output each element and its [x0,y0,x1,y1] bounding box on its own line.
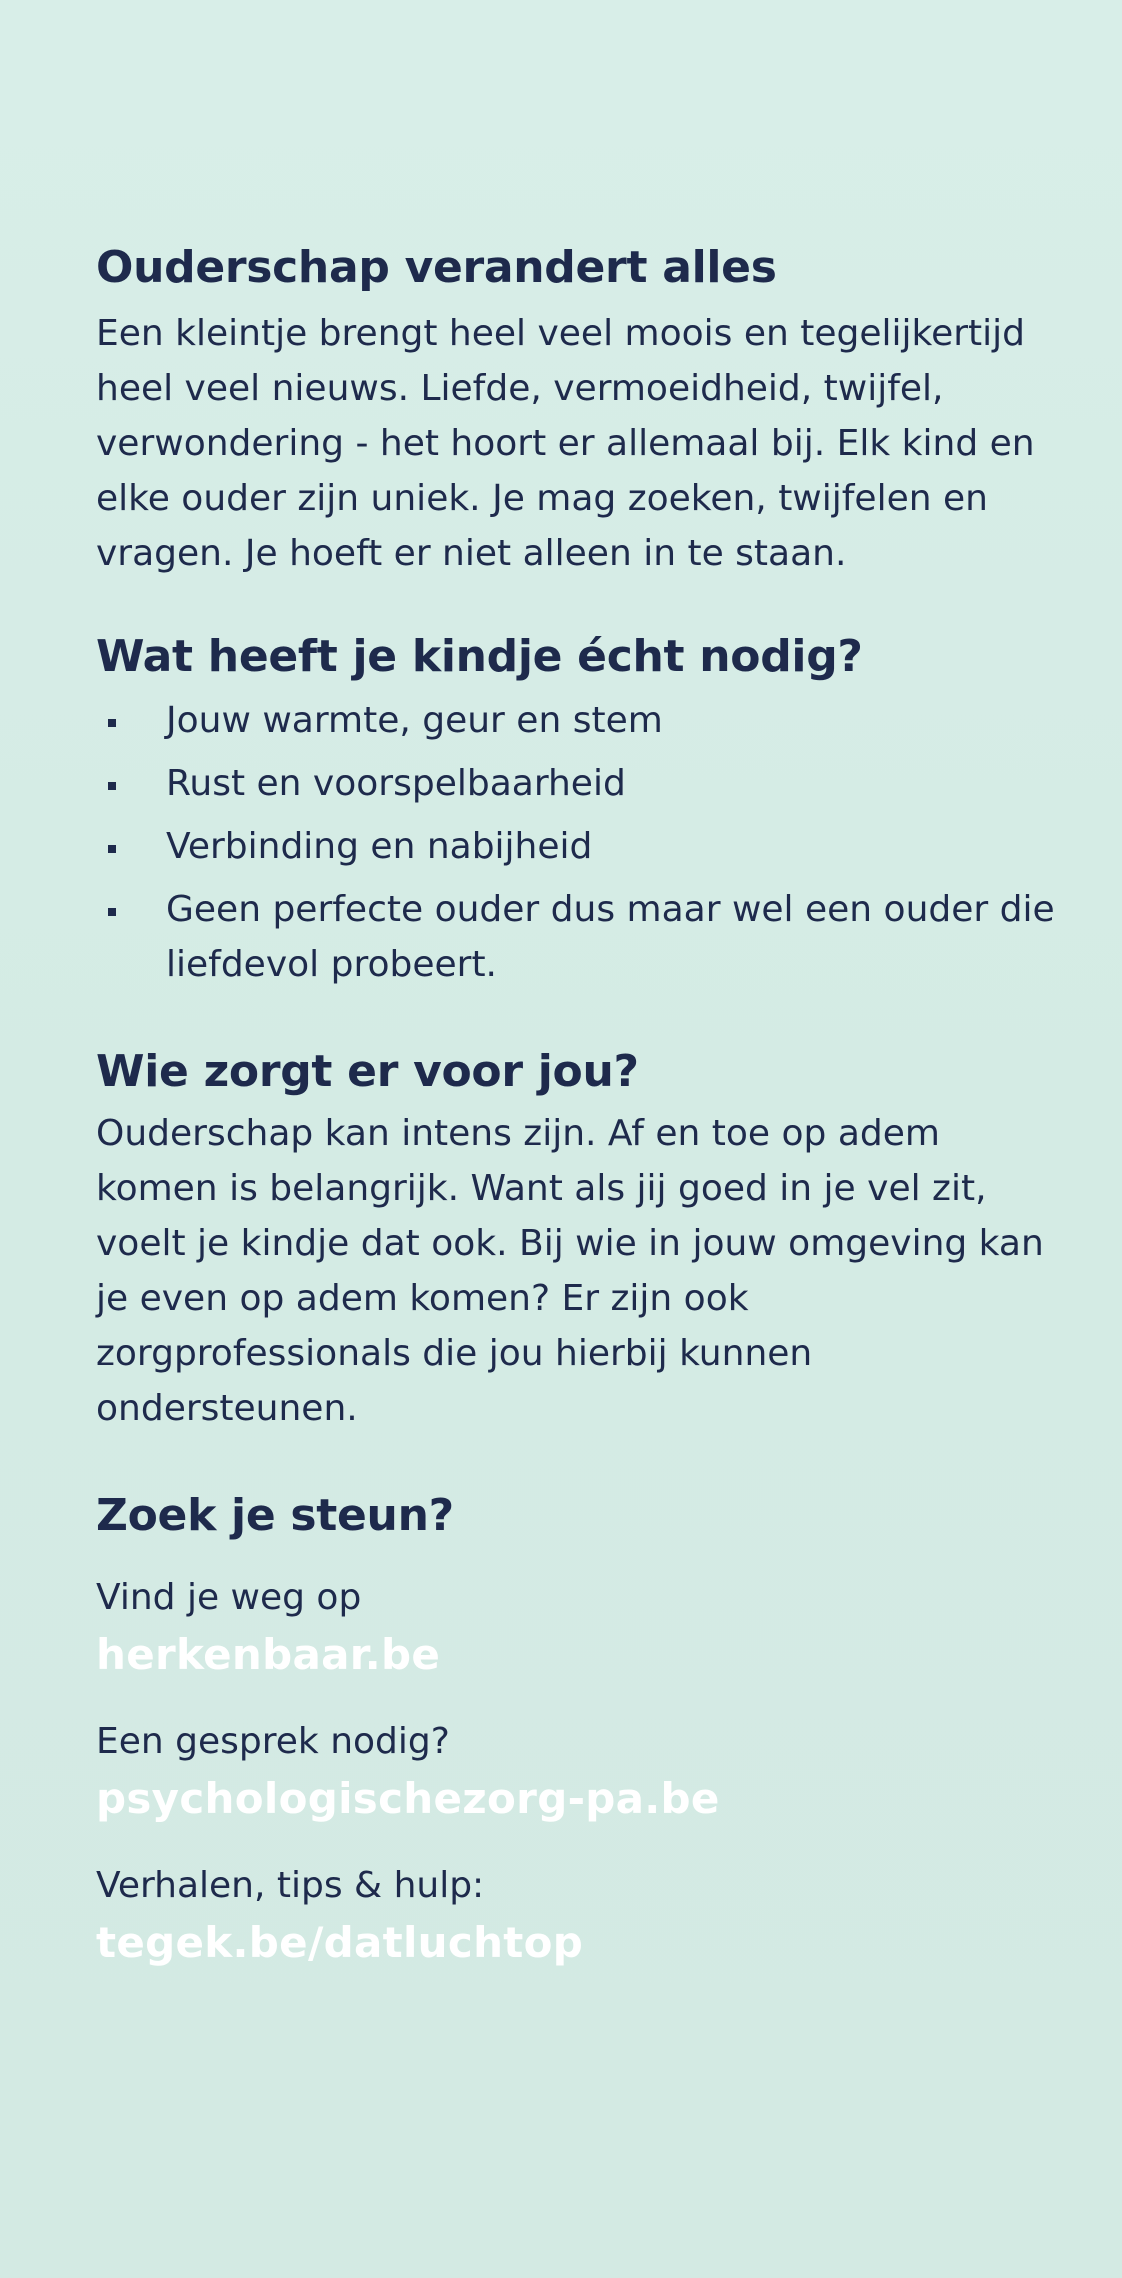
list-item-text: Verbinding en nabijheid [166,826,593,867]
support-label-tegek: Verhalen, tips & hulp: [96,1865,485,1906]
bullet-square-icon [108,782,116,790]
list-item-text: Geen perfecte ouder dus maar wel een ouder die liefdevol probeert. [166,889,1055,985]
link-tegek[interactable]: tegek.be/datluchtop [96,1918,584,1967]
support-label-psychologische-zorg: Een gesprek nodig? [96,1721,450,1762]
section-parenthood [96,240,1056,581]
section-child-needs [96,629,1056,992]
list-item [96,756,1056,811]
list-item-text: Jouw warmte, geur en stem [166,700,663,741]
text-self-care: Ouderschap kan intens zijn. Af en toe op adem komen is belangrijk. Want als jij goed in je vel zit, voelt je kindje dat ook. Bij wie in jouw omgeving kan je even op adem komen? Er zijn ook zorgprofessionals die jou hierbij kunnen ondersteunen. [96,1113,1044,1429]
needs-list [96,693,1056,992]
bullet-square-icon [108,908,116,916]
heading-self-care: Wie zorgt er voor jou? [96,1046,639,1097]
bullet-square-icon [108,845,116,853]
list-item-text: Rust en voorspelbaarheid [166,763,626,804]
list-item [96,819,1056,874]
section-support [96,1488,1056,1970]
heading-child-needs: Wat heeft je kindje écht nodig? [96,631,863,682]
heading-parenthood: Ouderschap verandert alles [96,242,777,293]
list-item [96,882,1056,992]
flyer-content [96,240,1056,1970]
text-parenthood: Een kleintje brengt heel veel moois en tegelijkertijd heel veel nieuws. Liefde, vermoeidheid, twijfel, verwondering - het hoort er allemaal bij. Elk kind en elke ouder zijn uniek. Je mag zoeken, twijfelen en vragen. Je hoeft er niet alleen in te staan. [96,313,1035,574]
list-item [96,693,1056,748]
section-self-care [96,1044,1056,1436]
support-label-herkenbaar: Vind je weg op [96,1577,362,1618]
heading-support: Zoek je steun? [96,1490,454,1541]
link-psychologische-zorg[interactable]: psychologischezorg-pa.be [96,1774,720,1823]
bullet-square-icon [108,719,116,727]
link-herkenbaar[interactable]: herkenbaar.be [96,1630,441,1679]
